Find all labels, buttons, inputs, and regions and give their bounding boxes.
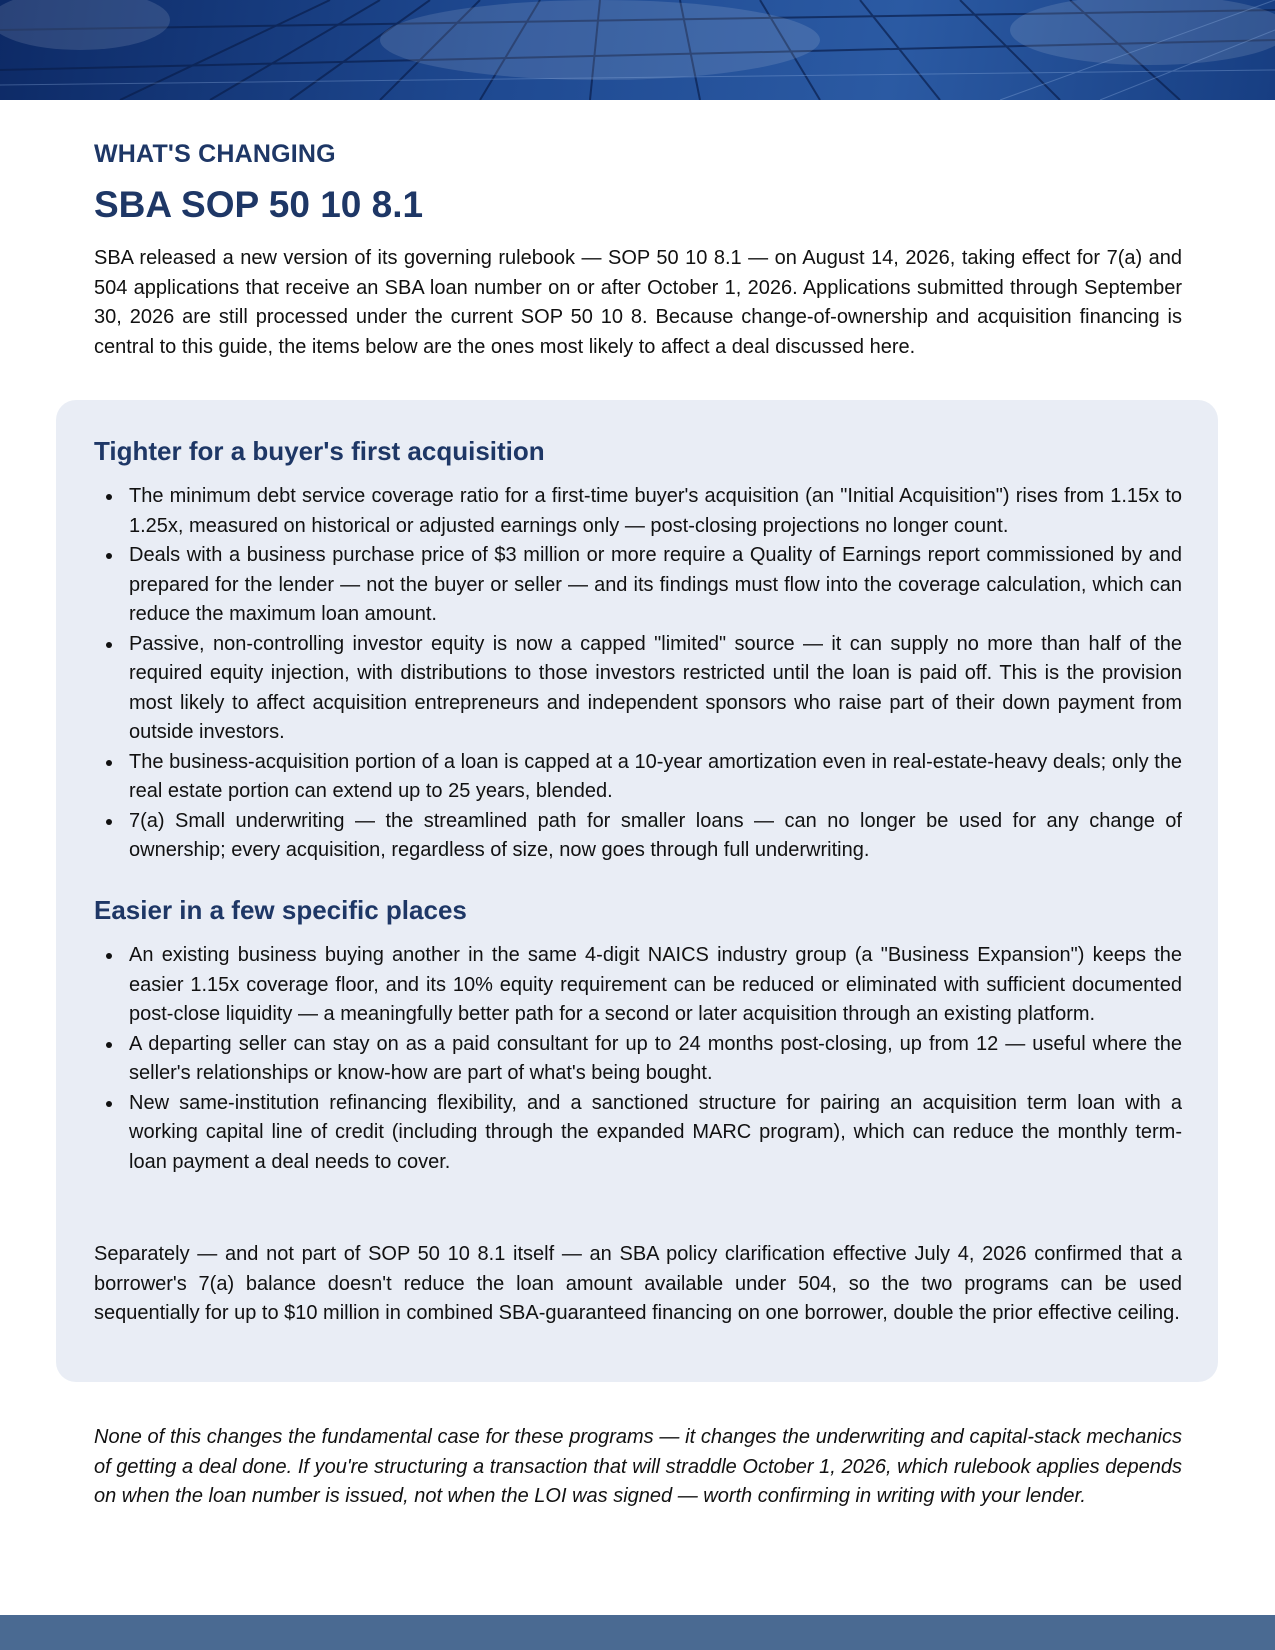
list-item-text: A departing seller can stay on as a paid consultant for up to 24 months post-closing, up from 12 — useful where the seller's relationships or know-how are part of what's being bought. [129, 1032, 1182, 1084]
list-item [94, 807, 1182, 866]
easier-list [94, 941, 1182, 1177]
list-item [94, 1089, 1182, 1178]
section-eyebrow: WHAT'S CHANGING [94, 140, 336, 168]
list-item-text: 7(a) Small underwriting — the streamlined path for smaller loans — can no longer be used for any change of ownership; every acquisition, regardless of size, now goes through full underwriting. [129, 809, 1182, 861]
list-item [94, 748, 1182, 807]
footer-bar [0, 1615, 1275, 1650]
list-item [94, 630, 1182, 748]
list-item [94, 482, 1182, 541]
tighter-list [94, 482, 1182, 866]
closing-paragraph: None of this changes the fundamental case for these programs — it changes the underwriting and capital-stack mechanics of getting a deal done. If you're structuring a transaction that will straddle October 1, 2026, which rulebook applies depends on when the loan number is issued, not when the LOI was signed — worth confirming in writing with your lender. [94, 1426, 1182, 1507]
glass-building-graphic [0, 0, 1275, 100]
list-item-text: Passive, non-controlling investor equity is now a capped "limited" source — it can supply no more than half of the required equity injection, with distributions to those investors restricted until the loan is paid off. This is the provision most likely to affect acquisition entrepreneurs and independent sponsors who raise part of their down payment from outside investors. [129, 632, 1182, 743]
list-item-text: The minimum debt service coverage ratio for a first-time buyer's acquisition (an "Initial Acquisition") rises from 1.15x to 1.25x, measured on historical or adjusted earnings only — post-closing projections no longer count. [129, 485, 1182, 537]
list-item-text: Deals with a business purchase price of $3 million or more require a Quality of Earnings report commissioned by and prepared for the lender — not the buyer or seller — and its findings must flow into the coverage calculation, which can reduce the maximum loan amount. [129, 544, 1182, 625]
list-item-text: New same-institution refinancing flexibility, and a sanctioned structure for pairing an acquisition term loan with a working capital line of credit (including through the expanded MARC program), which can reduce the monthly term-loan payment a deal needs to cover. [129, 1091, 1182, 1173]
page-title: SBA SOP 50 10 8.1 [94, 184, 424, 225]
list-item [94, 1030, 1182, 1089]
bullet-icon [106, 1101, 112, 1107]
header-banner-image [0, 0, 1275, 100]
bullet-icon [106, 953, 112, 959]
intro-paragraph: SBA released a new version of its governing rulebook — SOP 50 10 8.1 — on August 14, 2026, taking effect for 7(a) and 504 applications that receive an SBA loan number on or after October 1, 2026. Applications submitted through September 30, 2026 are still processed under the current SOP 50 10 8. Because change-of-ownership and acquisition financing is central to this guide, the items below are the ones most likely to affect a deal discussed here. [94, 247, 1182, 358]
section-heading-easier: Easier in a few specific places [94, 895, 467, 925]
policy-note: Separately — and not part of SOP 50 10 8.1 itself — an SBA policy clarification effective July 4, 2026 confirmed that a borrower's 7(a) balance doesn't reduce the loan amount available under 504, so the two programs can be used sequentially for up to $10 million in combined SBA-guaranteed financing on one borrower, double the prior effective ceiling. [94, 1243, 1182, 1324]
bullet-icon [106, 1042, 112, 1048]
bullet-icon [106, 642, 112, 648]
list-item-text: The business-acquisition portion of a loan is capped at a 10-year amortization even in real-estate-heavy deals; only the real estate portion can extend up to 25 years, blended. [129, 750, 1182, 802]
bullet-icon [106, 553, 112, 559]
bullet-icon [106, 819, 112, 825]
list-item [94, 541, 1182, 630]
bullet-icon [106, 494, 112, 500]
section-heading-tighter: Tighter for a buyer's first acquisition [94, 436, 545, 466]
bullet-icon [106, 760, 112, 766]
list-item-text: An existing business buying another in the same 4-digit NAICS industry group (a "Business Expansion") keeps the easier 1.15x coverage floor, and its 10% equity requirement can be reduced or eliminated with sufficient documented post-close liquidity — a meaningfully better path for a second or later acquisition through an existing platform. [129, 944, 1182, 1025]
list-item [94, 941, 1182, 1030]
